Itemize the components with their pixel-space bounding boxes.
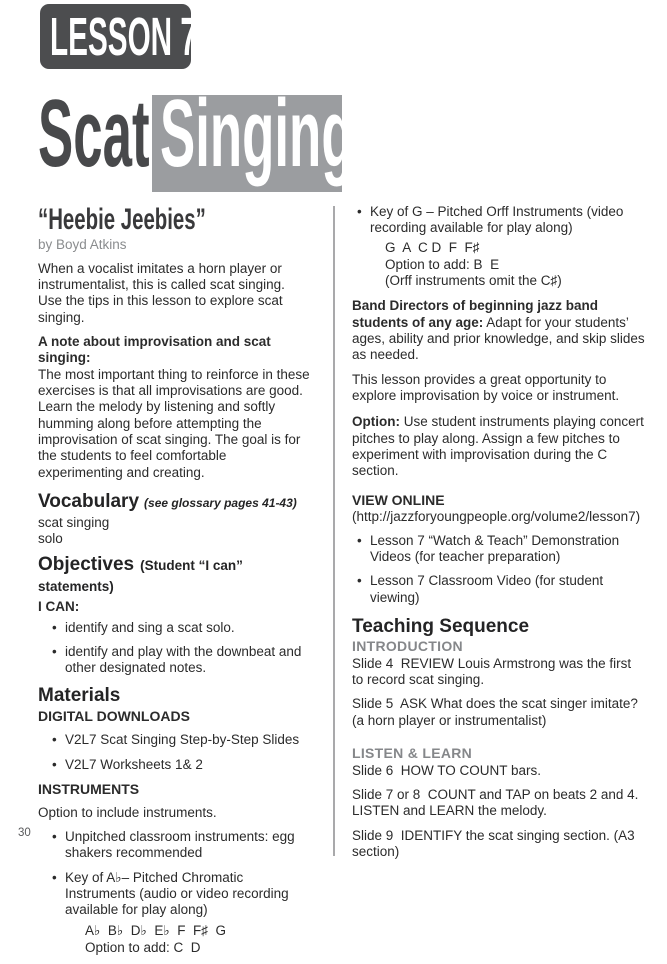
improvisation-note — [38, 334, 312, 481]
option-note — [352, 414, 646, 479]
digital-item — [52, 757, 312, 773]
instruments-heading: INSTRUMENTS — [38, 780, 140, 797]
intro-paragraph: When a vocalist imitates a horn player or instrumentalist, this is called scat singing. Use the tips in this lesson to explore scat singing. — [38, 260, 285, 325]
pitch-notes — [85, 923, 312, 957]
improvisation-note-heading: A note about improvisation and scat singing: — [38, 334, 271, 366]
right-column — [352, 204, 646, 868]
view-online-item — [357, 533, 646, 566]
band-directors-body: Adapt for your students’ ages, ability and prior knowledge, and skip slides as needed. — [352, 314, 645, 363]
bullet-icon: • — [52, 643, 57, 659]
title-scat-text: Scat — [38, 80, 150, 187]
bullet-icon: • — [52, 756, 57, 772]
objectives-heading — [38, 554, 312, 598]
byline: by Boyd Atkins — [38, 236, 127, 252]
digital-item — [52, 732, 312, 748]
bullet-icon: • — [52, 829, 57, 845]
objectives-heading-text: Objectives — [38, 553, 135, 575]
objectives-lead: I CAN: — [38, 599, 80, 615]
orff-pitch-notes — [385, 240, 646, 291]
view-online-heading: VIEW ONLINE — [352, 491, 445, 508]
digital-downloads-heading: DIGITAL DOWNLOADS — [38, 708, 190, 725]
bullet-icon: • — [357, 532, 362, 548]
instrument-item — [52, 829, 312, 862]
vocabulary-glossary-note: (see glossary pages 41-43) — [144, 496, 297, 511]
column-divider — [333, 206, 335, 856]
instruments-lead: Option to include instruments. — [38, 804, 217, 820]
introduction-heading: INTRODUCTION — [352, 637, 463, 654]
vocabulary-item: solo — [38, 531, 63, 547]
slide-step: Slide 5 ASK What does the scat singer imitate? (a horn player or instrumentalist) — [352, 696, 642, 728]
instrument-item-text: Key of A♭– Pitched Chromatic Instruments (audio or video recording available for play along) — [65, 869, 289, 918]
slide-step: Slide 7 or 8 COUNT and TAP on beats 2 and 4. LISTEN and LEARN the melody. — [352, 787, 643, 819]
instrument-item-text: Unpitched classroom instruments: egg shakers recommended — [65, 829, 295, 861]
teaching-sequence-heading: Teaching Sequence — [352, 616, 530, 637]
objective-item — [52, 644, 312, 677]
orff-item-text: Key of G – Pitched Orff Instruments (video recording available for play along) — [370, 204, 624, 236]
vocabulary-heading — [38, 491, 312, 513]
materials-heading: Materials — [38, 684, 121, 706]
bullet-icon: • — [52, 732, 57, 748]
lesson-opportunity-note: This lesson provides a great opportunity to explore improvisation by voice or instrument. — [352, 371, 620, 403]
option-heading: Option: — [352, 414, 400, 430]
objective-item-text: identify and sing a scat solo. — [65, 619, 235, 635]
bullet-icon: • — [357, 204, 362, 219]
orff-notes-line: Option to add: B E — [385, 256, 500, 272]
page-title-word-singing: Singing — [160, 80, 354, 187]
digital-item-text: V2L7 Scat Singing Step-by-Step Slides — [65, 732, 300, 748]
song-title — [38, 204, 312, 236]
pitch-notes-line: A♭ B♭ D♭ E♭ F F♯ G — [85, 922, 226, 938]
bullet-icon: • — [52, 619, 57, 635]
slide-step: Slide 4 REVIEW Louis Armstrong was the first to record scat singing. — [352, 655, 635, 687]
view-online-item-text: Lesson 7 Classroom Video (for student viewing) — [370, 573, 604, 605]
view-online-item — [357, 573, 646, 606]
instrument-item — [52, 870, 312, 919]
band-directors-note — [352, 298, 646, 363]
bullet-icon: • — [52, 869, 57, 885]
song-title-text: “Heebie Jeebies” — [38, 203, 206, 236]
lesson-badge — [40, 4, 197, 69]
bullet-icon: • — [357, 573, 362, 589]
lesson-badge-label: LESSON 7 — [50, 6, 197, 67]
objectives-subnote: (Student “I can” statements) — [38, 557, 243, 595]
improvisation-note-body: The most important thing to reinforce in these exercises is that all improvisations are good. Learn the melody by listening and softly humming along before attempting the improvisation of scat singing. The goal is for the students to feel comfortable experimenting and creating. — [38, 366, 310, 480]
option-body: Use student instruments playing concert pitches to play along. Assign a few pitches to experiment with improvisation during the C section. — [352, 414, 644, 479]
pitch-notes-line: Option to add: C D — [85, 939, 201, 955]
view-online-url: (http://jazzforyoungpeople.org/volume2/lesson7) — [352, 509, 641, 525]
vocabulary-item: scat singing — [38, 514, 110, 530]
band-directors-heading: Band Directors of beginning jazz band students of any age: — [352, 298, 599, 330]
listen-learn-heading: LISTEN & LEARN — [352, 744, 473, 761]
orff-item — [357, 204, 646, 237]
objective-item — [52, 620, 312, 636]
page-number: 30 — [18, 827, 31, 839]
digital-item-text: V2L7 Worksheets 1& 2 — [65, 756, 203, 772]
orff-notes-line: (Orff instruments omit the C♯) — [385, 273, 562, 289]
vocabulary-heading-text: Vocabulary — [38, 491, 140, 513]
orff-notes-line: G A C D F F♯ — [385, 239, 480, 255]
view-online-item-text: Lesson 7 “Watch & Teach” Demonstration Videos (for teacher preparation) — [370, 532, 620, 565]
objective-item-text: identify and play with the downbeat and other designated notes. — [65, 643, 302, 676]
title-highlight-box — [152, 80, 354, 192]
slide-step: Slide 6 HOW TO COUNT bars. — [352, 762, 542, 778]
slide-step: Slide 9 IDENTIFY the scat singing section. (A3 section) — [352, 827, 639, 860]
left-column — [38, 204, 312, 964]
